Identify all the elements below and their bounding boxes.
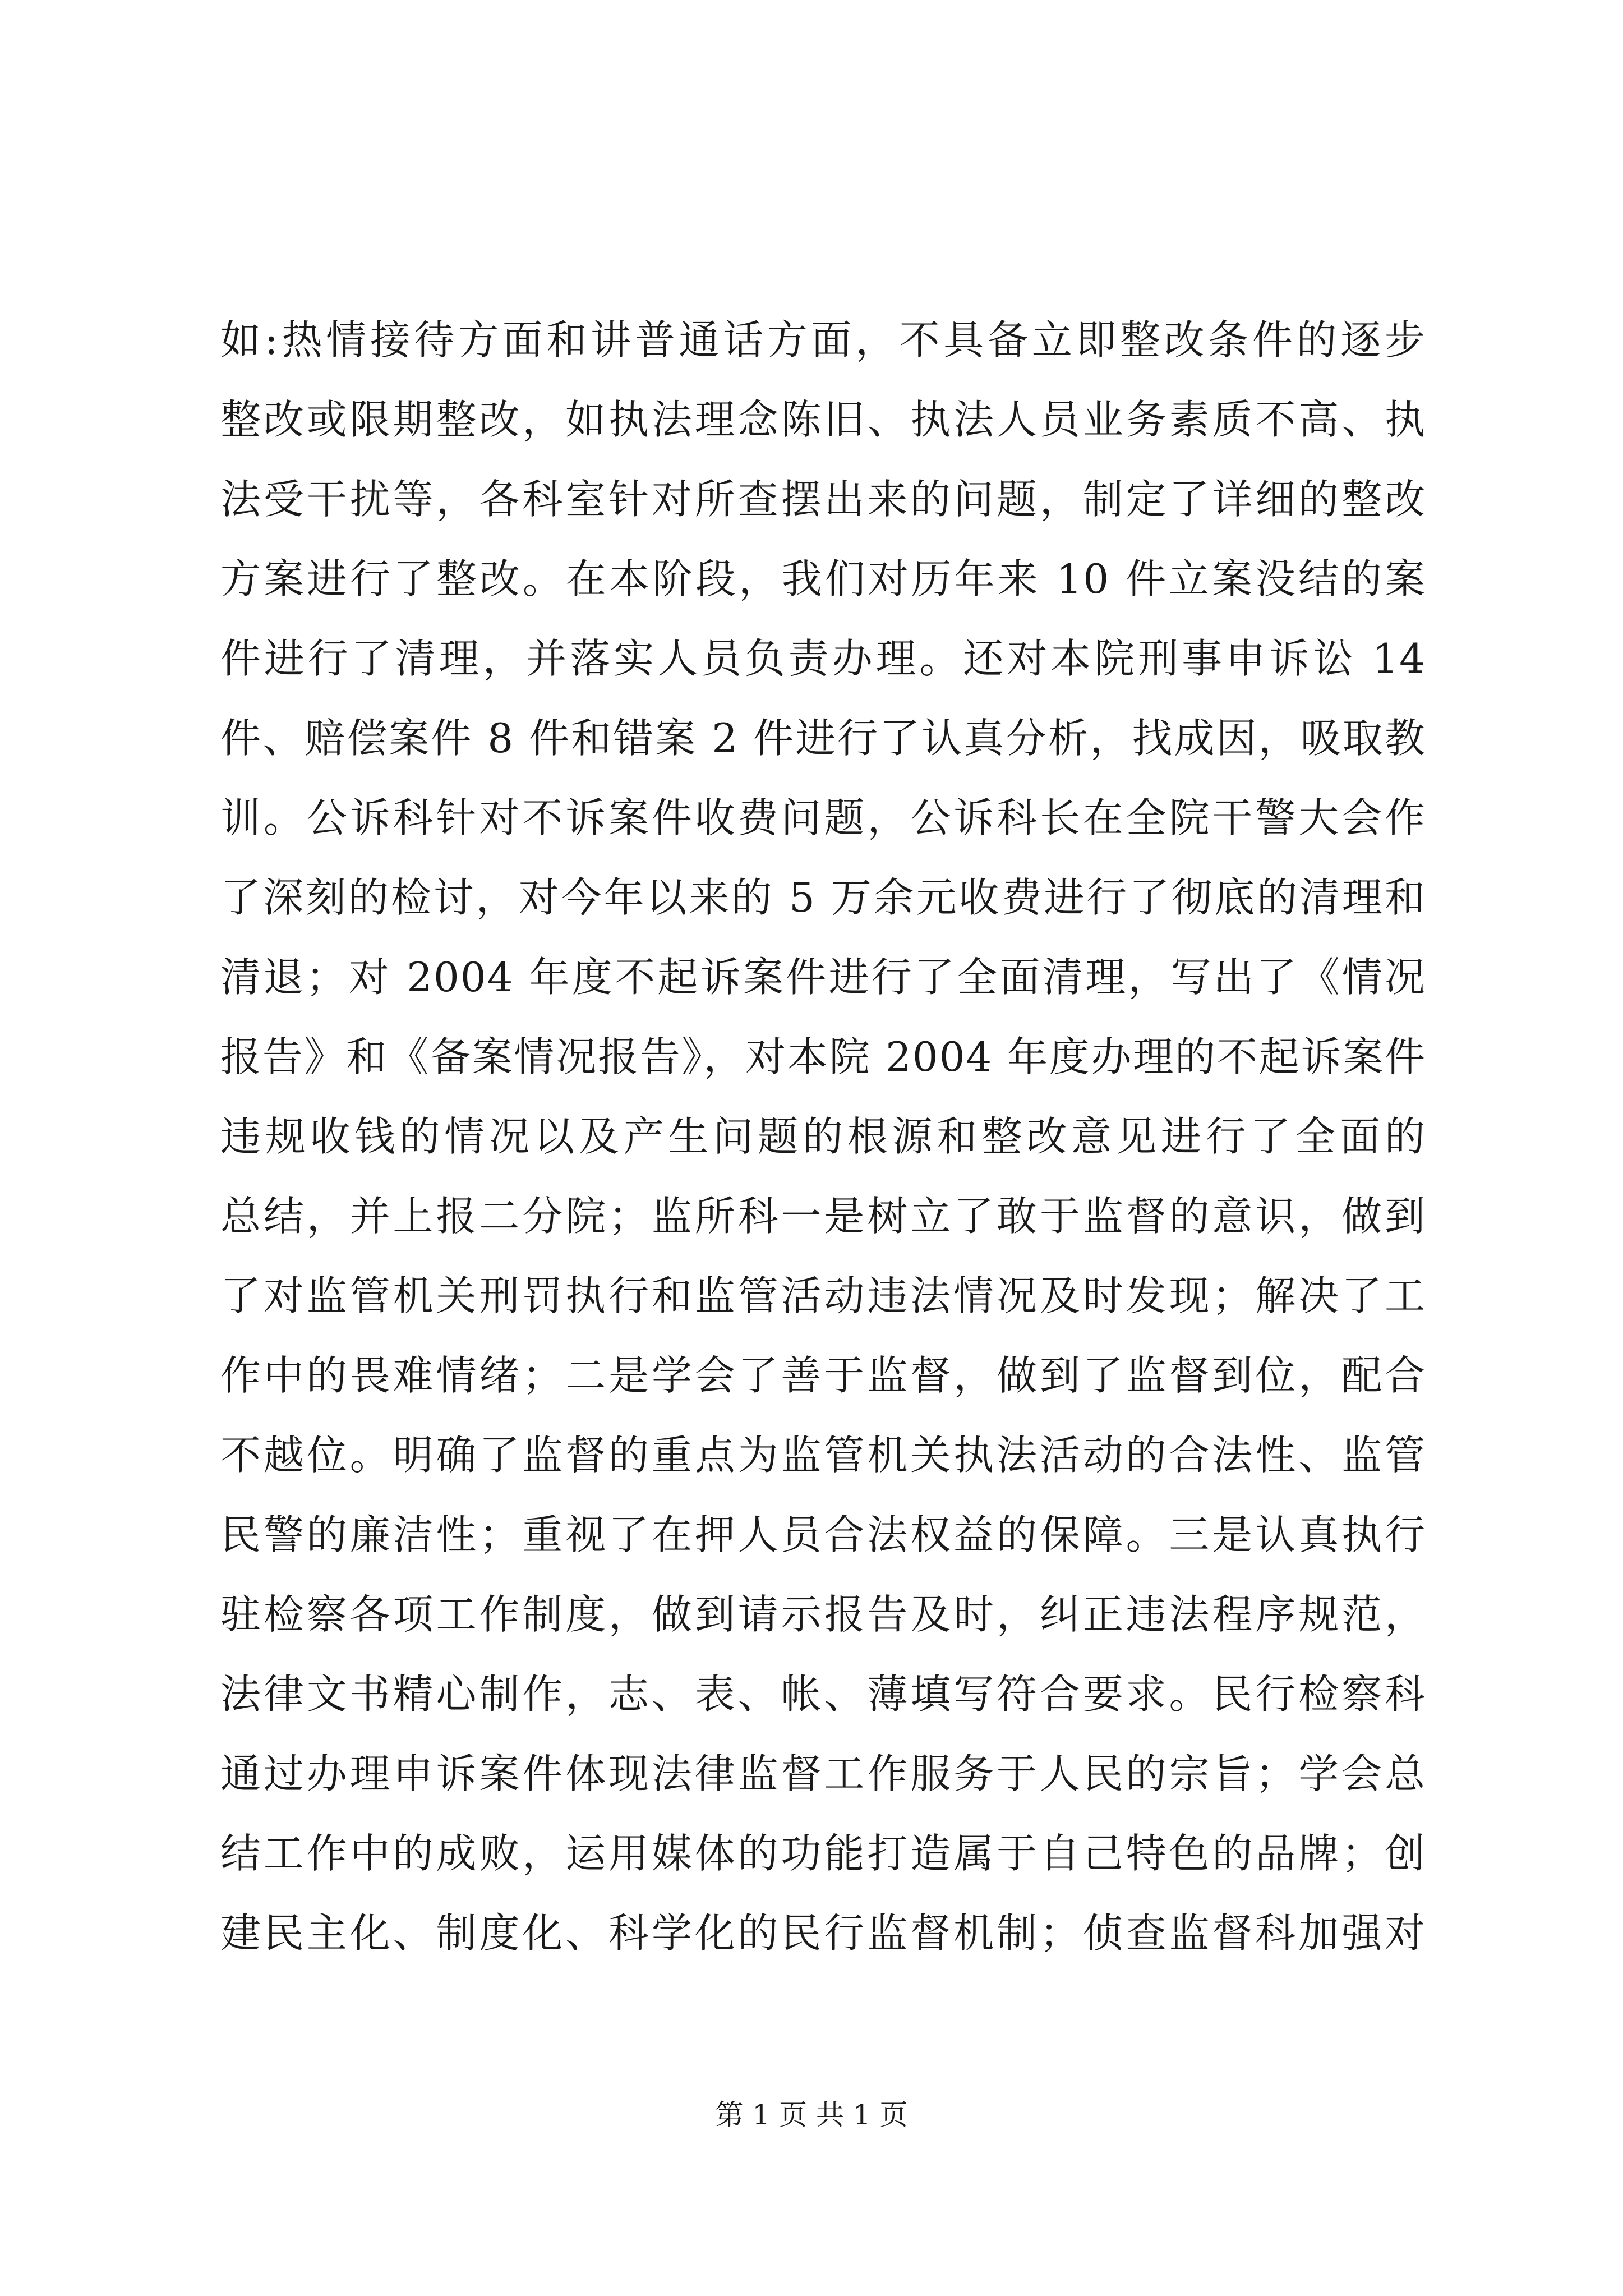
text-line: 件进行了清理，并落实人员负责办理。还对本院刑事申诉讼 14 bbox=[220, 635, 1426, 682]
text-line: 了深刻的检讨，对今年以来的 5 万余元收费进行了彻底的清理和 bbox=[220, 874, 1426, 921]
text-line: 方案进行了整改。在本阶段，我们对历年来 10 件立案没结的案 bbox=[220, 555, 1426, 602]
text-line: 驻检察各项工作制度，做到请示报告及时，纠正违法程序规范， bbox=[220, 1591, 1426, 1638]
text-line: 件、赔偿案件 8 件和错案 2 件进行了认真分析，找成因，吸取教 bbox=[220, 715, 1426, 762]
text-line: 通过办理申诉案件体现法律监督工作服务于人民的宗旨；学会总 bbox=[220, 1750, 1426, 1797]
text-line: 结工作中的成败，运用媒体的功能打造属于自己特色的品牌；创 bbox=[220, 1830, 1426, 1877]
text-line: 违规收钱的情况以及产生问题的根源和整改意见进行了全面的 bbox=[220, 1113, 1426, 1160]
text-line: 如:热情接待方面和讲普通话方面，不具备立即整改条件的逐步 bbox=[220, 316, 1426, 364]
text-line: 了对监管机关刑罚执行和监管活动违法情况及时发现；解决了工 bbox=[220, 1272, 1426, 1319]
text-line: 建民主化、制度化、科学化的民行监督机制；侦查监督科加强对 bbox=[220, 1910, 1426, 1957]
text-line: 法律文书精心制作，志、表、帐、薄填写符合要求。民行检察科 bbox=[220, 1671, 1426, 1718]
text-line: 不越位。明确了监督的重点为监管机关执法活动的合法性、监管 bbox=[220, 1432, 1426, 1479]
text-line: 整改或限期整改，如执法理念陈旧、执法人员业务素质不高、执 bbox=[220, 396, 1426, 443]
body-text bbox=[220, 300, 1426, 1973]
text-line: 法受干扰等，各科室针对所查摆出来的问题，制定了详细的整改 bbox=[220, 476, 1426, 523]
text-line: 总结，并上报二分院；监所科一是树立了敢于监督的意识，做到 bbox=[220, 1193, 1426, 1240]
text-line: 民警的廉洁性；重视了在押人员合法权益的保障。三是认真执行 bbox=[220, 1511, 1426, 1558]
text-line: 训。公诉科针对不诉案件收费问题，公诉科长在全院干警大会作 bbox=[220, 794, 1426, 841]
text-line: 作中的畏难情绪；二是学会了善于监督，做到了监督到位，配合 bbox=[220, 1352, 1426, 1399]
text-line: 报告》和《备案情况报告》，对本院 2004 年度办理的不起诉案件 bbox=[220, 1033, 1426, 1080]
text-line: 清退；对 2004 年度不起诉案件进行了全面清理，写出了《情况 bbox=[220, 954, 1426, 1001]
page-footer bbox=[0, 2095, 1623, 2134]
page-number: 第 1 页 共 1 页 bbox=[715, 2099, 908, 2131]
